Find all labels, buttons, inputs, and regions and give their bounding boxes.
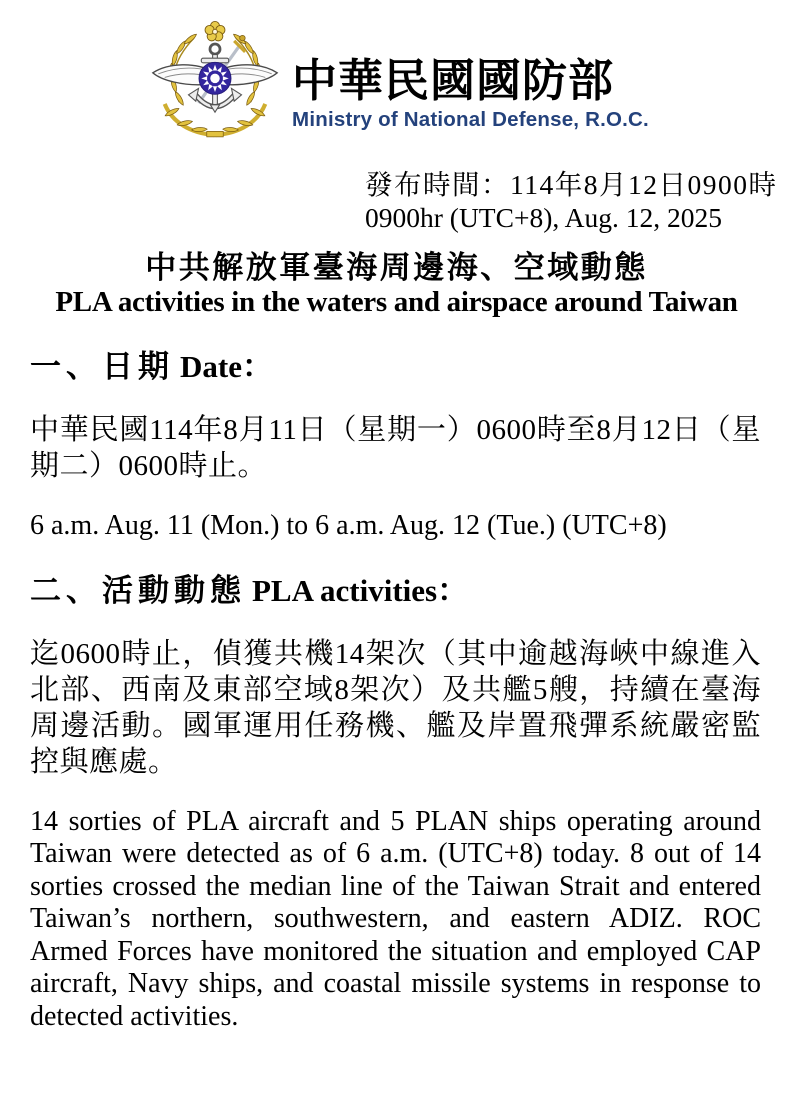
mnd-roc-emblem-icon bbox=[144, 18, 286, 146]
release-time-en: 0900hr (UTC+8), Aug. 12, 2025 bbox=[365, 202, 722, 233]
ministry-title-block bbox=[292, 32, 649, 132]
ministry-title-zh: 中華民國國防部 bbox=[292, 55, 615, 106]
section-2-paragraph-en: 14 sorties of PLA aircraft and 5 PLAN ships operating around Taiwan were detected as of 6 a.m. (UTC+8) today. 8 out of 14 sorties crossed the median line of the Taiwan Strait and entered Taiwan’s northern, southwestern, and eastern ADIZ. ROC Armed Forces have monitored the situation and employed CAP aircraft, Navy ships, and coastal missile systems in response to detected activities. bbox=[30, 805, 761, 1032]
document-title-block bbox=[0, 250, 793, 318]
section-2-paragraph-zh: 迄0600時止，偵獲共機14架次（其中逾越海峽中線進入北部、西南及東部空域8架次）及共艦5艘，持續在臺海周邊活動。國軍運用任務機、艦及岸置飛彈系統嚴密監控與應處。 bbox=[30, 637, 761, 778]
document-body bbox=[30, 349, 761, 1033]
section-1-heading-en: Date： bbox=[180, 349, 273, 385]
section-1-heading-zh: 一、日期 bbox=[30, 349, 174, 385]
section-2-heading bbox=[30, 573, 761, 609]
section-1-paragraph-zh: 中華民國114年8月11日（星期一）0600時至8月12日（星期二）0600時止。 bbox=[30, 413, 761, 482]
section-1-heading bbox=[30, 349, 761, 385]
section-2-heading-en: PLA activities： bbox=[252, 573, 469, 609]
ministry-title-en: Ministry of National Defense, R.O.C. bbox=[292, 108, 649, 132]
release-time-zh: 發布時間：114年8月12日0900時 bbox=[365, 169, 778, 200]
mnd-header bbox=[0, 0, 793, 146]
document-title-en: PLA activities in the waters and airspace around Taiwan bbox=[55, 285, 738, 318]
release-time-block bbox=[365, 168, 793, 234]
section-1-paragraph-en: 6 a.m. Aug. 11 (Mon.) to 6 a.m. Aug. 12 (Tue.) (UTC+8) bbox=[30, 509, 667, 541]
document-title-zh: 中共解放軍臺海周邊海、空域動態 bbox=[145, 250, 648, 285]
section-2-heading-zh: 二、活動動態 bbox=[30, 573, 246, 609]
